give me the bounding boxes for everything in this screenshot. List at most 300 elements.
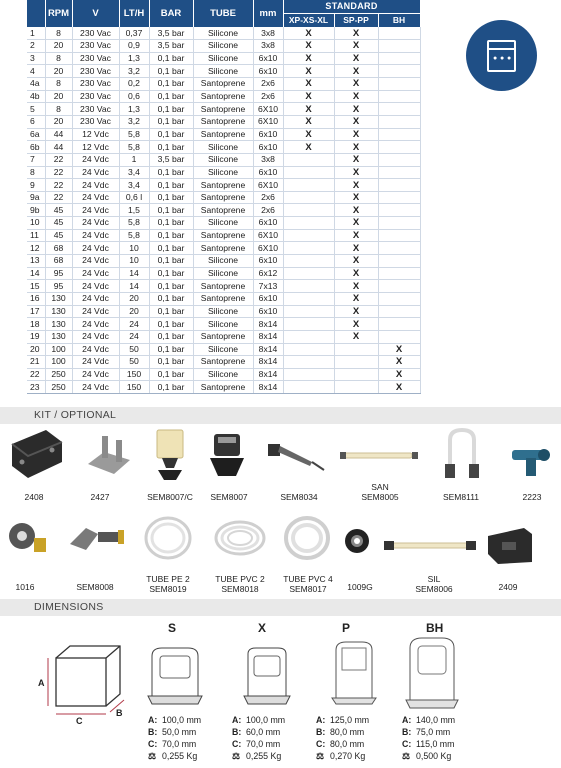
dim-label-b: B: xyxy=(232,727,242,737)
kit-item-1016 xyxy=(8,582,42,592)
table-cell: 230 Vac xyxy=(72,40,119,53)
table-cell: X xyxy=(283,115,334,128)
cube-label-b: B xyxy=(116,708,123,718)
table-cell: 21 xyxy=(27,356,45,369)
table-cell: 4a xyxy=(27,78,45,91)
dishwasher-icon: ● ● ● xyxy=(466,20,537,91)
kit-item-1009g xyxy=(340,582,380,592)
table-cell: X xyxy=(334,52,378,65)
table-cell: 150 xyxy=(119,368,149,381)
kit-item-code: SEM8019 xyxy=(149,584,187,594)
table-cell xyxy=(378,166,420,179)
table-cell: 8x14 xyxy=(253,330,283,343)
table-cell: Santoprene xyxy=(193,229,253,242)
table-cell: 8 xyxy=(27,166,45,179)
col-header-tube: TUBE xyxy=(193,0,253,27)
table-cell: X xyxy=(378,343,420,356)
table-row xyxy=(27,78,420,91)
table-cell: 15 xyxy=(27,280,45,293)
table-cell: Silicone xyxy=(193,343,253,356)
table-cell: 6x10 xyxy=(253,128,283,141)
table-cell: 68 xyxy=(45,255,72,268)
table-cell: Santoprene xyxy=(193,242,253,255)
col-header-v: V xyxy=(72,0,119,27)
table-cell: 10 xyxy=(119,242,149,255)
table-cell: 10 xyxy=(119,255,149,268)
table-row xyxy=(27,27,420,40)
table-cell: 14 xyxy=(27,267,45,280)
table-cell xyxy=(283,356,334,369)
dim-label-c: C: xyxy=(148,739,158,749)
table-cell xyxy=(378,65,420,78)
dim-value-c: 80,0 mm xyxy=(330,739,365,749)
table-cell: X xyxy=(378,381,420,394)
col-header-lth: LT/H xyxy=(119,0,149,27)
table-cell xyxy=(378,103,420,116)
table-cell xyxy=(378,52,420,65)
kit-item-name: SAN xyxy=(371,482,389,492)
table-cell: Silicone xyxy=(193,65,253,78)
table-cell: 6 xyxy=(27,115,45,128)
table-cell: 6X10 xyxy=(253,115,283,128)
table-cell: 6x10 xyxy=(253,166,283,179)
table-cell: 20 xyxy=(45,90,72,103)
table-cell xyxy=(378,128,420,141)
table-cell xyxy=(283,217,334,230)
table-cell: 0,1 bar xyxy=(149,229,193,242)
table-cell xyxy=(334,343,378,356)
table-cell xyxy=(283,255,334,268)
table-cell: X xyxy=(334,292,378,305)
table-cell: 6x10 xyxy=(253,305,283,318)
table-cell: 0,1 bar xyxy=(149,242,193,255)
table-cell: X xyxy=(334,191,378,204)
table-cell: Silicone xyxy=(193,141,253,154)
table-cell: 6x10 xyxy=(253,292,283,305)
table-cell: 2 xyxy=(27,40,45,53)
table-cell: X xyxy=(334,166,378,179)
table-cell: 8 xyxy=(45,27,72,40)
table-cell: 3x8 xyxy=(253,40,283,53)
table-row xyxy=(27,255,420,268)
kit-item-code: SEM8008 xyxy=(76,582,114,592)
col-header-sp: SP-PP xyxy=(334,13,378,27)
tube-sem8006-icon xyxy=(382,538,478,554)
table-cell: Silicone xyxy=(193,27,253,40)
table-cell: 230 Vac xyxy=(72,115,119,128)
table-cell: X xyxy=(334,267,378,280)
table-cell: 0,1 bar xyxy=(149,267,193,280)
table-cell: Silicone xyxy=(193,267,253,280)
kit-item-name: TUBE PVC 4 xyxy=(283,574,333,584)
table-cell: Santoprene xyxy=(193,103,253,116)
kit-item-code: 1009G xyxy=(347,582,373,592)
table-cell: 0,6 l xyxy=(119,191,149,204)
col-header-standard: STANDARD xyxy=(283,0,420,13)
kit-item-name: SIL xyxy=(427,574,441,584)
table-cell: 250 xyxy=(45,368,72,381)
table-cell: 6x10 xyxy=(253,217,283,230)
dim-label-b: B: xyxy=(402,727,412,737)
table-cell: 0,2 xyxy=(119,78,149,91)
dim-value-c: 70,0 mm xyxy=(246,739,281,749)
table-cell: 2x6 xyxy=(253,78,283,91)
table-cell: X xyxy=(334,103,378,116)
dim-value-c: 70,0 mm xyxy=(162,739,197,749)
table-cell: 1 xyxy=(27,27,45,40)
table-cell: 5,8 xyxy=(119,141,149,154)
table-cell: 20 xyxy=(45,65,72,78)
table-cell: 130 xyxy=(45,305,72,318)
table-cell: 1,3 xyxy=(119,52,149,65)
table-cell: 12 Vdc xyxy=(72,141,119,154)
table-cell: 130 xyxy=(45,318,72,331)
table-cell: 8x14 xyxy=(253,368,283,381)
table-cell: 230 Vac xyxy=(72,65,119,78)
table-row xyxy=(27,217,420,230)
table-cell xyxy=(378,191,420,204)
table-cell: X xyxy=(334,153,378,166)
dim-value-a: 140,0 mm xyxy=(416,715,456,725)
table-cell: 230 Vac xyxy=(72,78,119,91)
table-row xyxy=(27,179,420,192)
col-header-rpm: RPM xyxy=(45,0,72,27)
kit-item-name: TUBE PE 2 xyxy=(146,574,190,584)
dim-label-a: A: xyxy=(316,715,326,725)
table-cell: 100 xyxy=(45,356,72,369)
pump-p-drawing xyxy=(328,640,380,706)
table-cell: 24 Vdc xyxy=(72,166,119,179)
kit-item-sem8008 xyxy=(70,582,120,592)
kit-item-2223 xyxy=(512,492,552,502)
table-row xyxy=(27,343,420,356)
table-row xyxy=(27,242,420,255)
table-cell: 6x10 xyxy=(253,255,283,268)
table-cell: 0,1 bar xyxy=(149,191,193,204)
bracket-2408-icon xyxy=(6,424,66,484)
table-cell: 0,1 bar xyxy=(149,217,193,230)
filter-sem8007-icon xyxy=(206,432,248,480)
table-cell xyxy=(283,305,334,318)
table-cell: Silicone xyxy=(193,305,253,318)
kit-item-code: SEM8007 xyxy=(210,492,248,502)
table-cell: 0,1 bar xyxy=(149,292,193,305)
col-header-mm: mm xyxy=(253,0,283,27)
dim-value-b: 75,0 mm xyxy=(416,727,451,737)
table-cell: 5,8 xyxy=(119,229,149,242)
tube-pe2-icon xyxy=(142,514,194,562)
table-cell: 45 xyxy=(45,204,72,217)
table-cell: X xyxy=(334,141,378,154)
bracket-2409-icon xyxy=(484,524,536,568)
table-cell: 230 Vac xyxy=(72,103,119,116)
table-cell: 24 Vdc xyxy=(72,204,119,217)
table-cell: X xyxy=(283,90,334,103)
cube-label-c: C xyxy=(76,716,83,726)
table-cell: Santoprene xyxy=(193,280,253,293)
table-cell: 250 xyxy=(45,381,72,394)
dim-value-b: 50,0 mm xyxy=(162,727,197,737)
table-cell: Santoprene xyxy=(193,204,253,217)
dim-weight: 0,500 Kg xyxy=(416,751,452,761)
table-cell: 44 xyxy=(45,141,72,154)
table-cell: 2x6 xyxy=(253,191,283,204)
table-cell: 5,8 xyxy=(119,128,149,141)
filter-sem8007c-icon xyxy=(152,428,188,482)
table-cell: 50 xyxy=(119,343,149,356)
spec-table-body xyxy=(27,27,420,394)
table-row xyxy=(27,356,420,369)
table-row xyxy=(27,153,420,166)
table-row xyxy=(27,305,420,318)
weight-icon: ⚖ xyxy=(402,751,410,761)
table-cell xyxy=(378,90,420,103)
table-row xyxy=(27,65,420,78)
table-cell: 3,4 xyxy=(119,179,149,192)
weight-icon: ⚖ xyxy=(232,751,240,761)
table-cell: 0,1 bar xyxy=(149,128,193,141)
table-cell: X xyxy=(378,356,420,369)
table-cell: 24 Vdc xyxy=(72,242,119,255)
kit-item-sem8019 xyxy=(140,574,196,594)
table-cell: X xyxy=(334,90,378,103)
kit-item-code: 2409 xyxy=(498,582,518,592)
table-cell: 20 xyxy=(45,115,72,128)
bracket-2427-icon xyxy=(84,430,136,480)
table-cell xyxy=(378,115,420,128)
table-cell: 3 xyxy=(27,52,45,65)
col-header-bh: BH xyxy=(378,13,420,27)
table-row xyxy=(27,166,420,179)
kit-item-name: TUBE PVC 2 xyxy=(215,574,265,584)
table-cell: 0,1 bar xyxy=(149,103,193,116)
table-row xyxy=(27,128,420,141)
kit-item-code: 2408 xyxy=(24,492,44,502)
table-cell: 22 xyxy=(45,179,72,192)
table-cell: 0,1 bar xyxy=(149,52,193,65)
table-cell xyxy=(378,217,420,230)
kit-item-code: SEM8017 xyxy=(289,584,327,594)
table-cell: 3,5 bar xyxy=(149,40,193,53)
table-cell: 0,1 bar xyxy=(149,305,193,318)
table-cell: 3,5 bar xyxy=(149,153,193,166)
table-cell: Santoprene xyxy=(193,128,253,141)
table-cell: 12 Vdc xyxy=(72,128,119,141)
dim-label-b: B: xyxy=(148,727,158,737)
table-cell: 130 xyxy=(45,292,72,305)
kit-section-header: KIT / OPTIONAL xyxy=(0,407,561,424)
spec-table xyxy=(27,0,421,394)
kit-item-sem8006 xyxy=(406,574,462,594)
kit-item-sem8111 xyxy=(436,492,486,502)
dim-value-a: 100,0 mm xyxy=(162,715,202,725)
table-cell: Silicone xyxy=(193,217,253,230)
table-cell: 24 Vdc xyxy=(72,330,119,343)
table-cell: 24 Vdc xyxy=(72,343,119,356)
table-cell: 9a xyxy=(27,191,45,204)
table-cell: Silicone xyxy=(193,318,253,331)
table-row xyxy=(27,90,420,103)
table-cell xyxy=(283,242,334,255)
table-cell: 24 Vdc xyxy=(72,191,119,204)
dim-label-c: C: xyxy=(232,739,242,749)
table-cell: 24 Vdc xyxy=(72,368,119,381)
table-cell: 6x10 xyxy=(253,65,283,78)
table-cell: 3,2 xyxy=(119,115,149,128)
table-cell: 68 xyxy=(45,242,72,255)
table-cell: 17 xyxy=(27,305,45,318)
dim-weight: 0,255 Kg xyxy=(246,751,282,761)
table-cell: 0,1 bar xyxy=(149,255,193,268)
kit-item-2408 xyxy=(14,492,54,502)
table-cell: 4b xyxy=(27,90,45,103)
table-cell: Santoprene xyxy=(193,115,253,128)
table-cell: 6x10 xyxy=(253,141,283,154)
kit-item-sem8007c xyxy=(140,492,200,502)
table-cell: X xyxy=(283,27,334,40)
table-cell: 8 xyxy=(45,52,72,65)
table-cell: 0,1 bar xyxy=(149,356,193,369)
table-cell: 230 Vac xyxy=(72,27,119,40)
kit-item-code: 1016 xyxy=(15,582,35,592)
dim-weight: 0,255 Kg xyxy=(162,751,198,761)
dim-value-c: 115,0 mm xyxy=(416,739,455,749)
table-cell xyxy=(378,330,420,343)
table-row xyxy=(27,204,420,217)
dim-label-c: C: xyxy=(402,739,412,749)
table-cell: 22 xyxy=(45,191,72,204)
table-cell xyxy=(378,40,420,53)
table-cell: X xyxy=(283,52,334,65)
table-cell xyxy=(283,229,334,242)
table-row xyxy=(27,191,420,204)
table-cell: 8x14 xyxy=(253,343,283,356)
table-cell: 24 Vdc xyxy=(72,229,119,242)
table-row xyxy=(27,141,420,154)
table-cell xyxy=(283,330,334,343)
col-header-bar: BAR xyxy=(149,0,193,27)
table-row xyxy=(27,280,420,293)
pump-bh-drawing xyxy=(402,636,462,710)
table-cell: 5 xyxy=(27,103,45,116)
table-cell: X xyxy=(334,204,378,217)
kit-item-code: 2427 xyxy=(90,492,110,502)
table-cell: 0,6 xyxy=(119,90,149,103)
kit-item-code: SEM8005 xyxy=(361,492,399,502)
table-cell: 230 Vac xyxy=(72,52,119,65)
table-cell: 3x8 xyxy=(253,153,283,166)
table-cell xyxy=(283,343,334,356)
table-cell xyxy=(283,204,334,217)
table-cell: X xyxy=(334,280,378,293)
table-cell: 1 xyxy=(119,153,149,166)
table-cell: 50 xyxy=(119,356,149,369)
table-cell: X xyxy=(283,65,334,78)
table-row xyxy=(27,115,420,128)
model-name: S xyxy=(168,621,177,635)
table-cell: 24 xyxy=(119,318,149,331)
table-cell: Silicone xyxy=(193,255,253,268)
table-row xyxy=(27,40,420,53)
table-cell xyxy=(378,280,420,293)
table-cell: Silicone xyxy=(193,40,253,53)
table-cell: 100 xyxy=(45,343,72,356)
table-cell: 6X10 xyxy=(253,229,283,242)
table-cell: 45 xyxy=(45,229,72,242)
table-cell: 0,1 bar xyxy=(149,280,193,293)
table-cell: 20 xyxy=(119,305,149,318)
table-cell xyxy=(378,153,420,166)
dim-value-b: 80,0 mm xyxy=(330,727,365,737)
pump-s-drawing xyxy=(144,644,206,706)
table-cell: X xyxy=(334,78,378,91)
table-cell: 230 Vac xyxy=(72,90,119,103)
table-cell: 19 xyxy=(27,330,45,343)
table-cell xyxy=(283,381,334,394)
table-cell: 0,1 bar xyxy=(149,330,193,343)
table-cell xyxy=(283,267,334,280)
table-cell: 45 xyxy=(45,217,72,230)
dimensions-section-header: DIMENSIONS xyxy=(0,599,561,616)
table-row xyxy=(27,330,420,343)
table-cell xyxy=(334,368,378,381)
table-cell: 4 xyxy=(27,65,45,78)
table-cell xyxy=(283,280,334,293)
table-cell: 7 xyxy=(27,153,45,166)
kit-item-code: SEM8007/C xyxy=(147,492,193,502)
table-cell: 0,1 bar xyxy=(149,368,193,381)
table-cell: 0,1 bar xyxy=(149,90,193,103)
table-cell xyxy=(378,179,420,192)
table-cell: Santoprene xyxy=(193,90,253,103)
kit-item-code: SEM8006 xyxy=(415,584,453,594)
table-cell: 150 xyxy=(119,381,149,394)
table-cell: 16 xyxy=(27,292,45,305)
table-cell xyxy=(283,166,334,179)
table-cell xyxy=(378,318,420,331)
table-cell: 7x13 xyxy=(253,280,283,293)
kit-item-sem8018 xyxy=(210,574,270,594)
table-cell: X xyxy=(378,368,420,381)
kit-item-2427 xyxy=(80,492,120,502)
table-cell xyxy=(283,292,334,305)
dim-label-a: A: xyxy=(148,715,158,725)
dim-label-c: C: xyxy=(316,739,326,749)
table-cell: X xyxy=(283,40,334,53)
table-cell: 6x10 xyxy=(253,52,283,65)
table-cell: Santoprene xyxy=(193,78,253,91)
table-cell: 6X10 xyxy=(253,103,283,116)
table-cell: X xyxy=(334,128,378,141)
kit-item-code: SEM8111 xyxy=(442,492,480,502)
kit-item-code: SEM8034 xyxy=(280,492,318,502)
table-cell: 0,1 bar xyxy=(149,204,193,217)
table-cell: 3,5 bar xyxy=(149,27,193,40)
model-name: P xyxy=(342,621,351,635)
table-cell: 6X10 xyxy=(253,179,283,192)
table-cell: 24 Vdc xyxy=(72,292,119,305)
table-cell: 11 xyxy=(27,229,45,242)
fitting-1016-icon xyxy=(4,516,52,560)
table-cell xyxy=(283,368,334,381)
dim-label-a: A: xyxy=(232,715,242,725)
table-cell: 9b xyxy=(27,204,45,217)
table-cell: 13 xyxy=(27,255,45,268)
table-cell xyxy=(378,292,420,305)
table-cell: 6X10 xyxy=(253,242,283,255)
table-cell xyxy=(334,356,378,369)
table-cell: 0,1 bar xyxy=(149,65,193,78)
